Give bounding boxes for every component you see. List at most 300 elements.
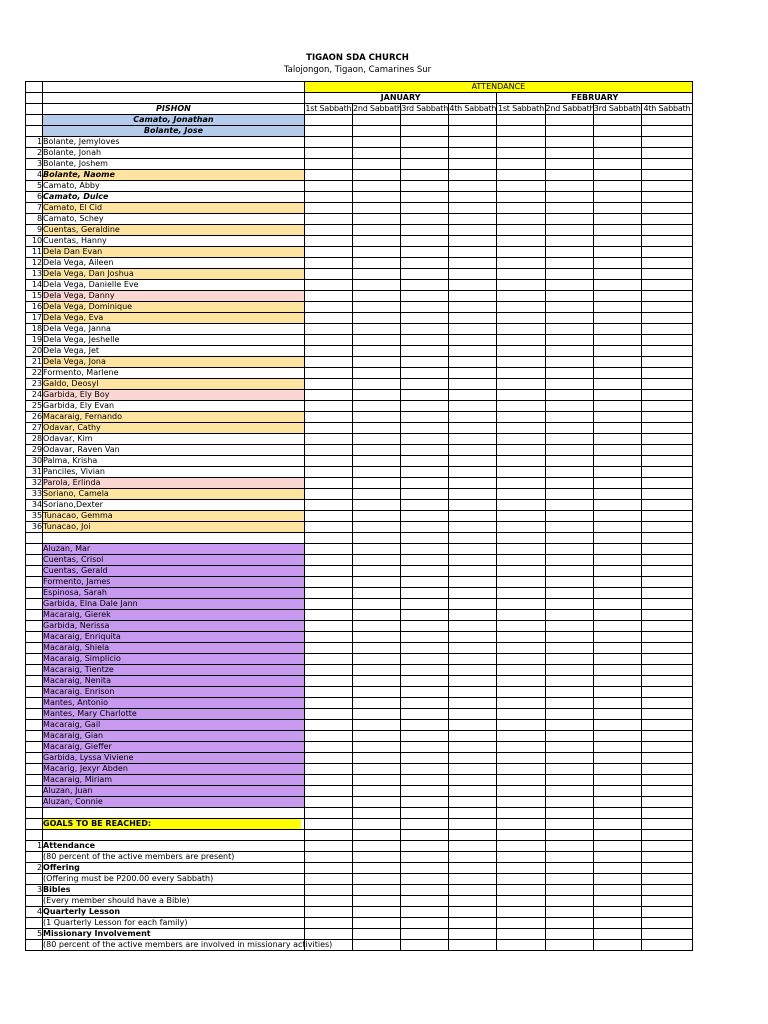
attendance-cell[interactable] [401, 830, 449, 841]
attendance-cell[interactable] [401, 170, 449, 181]
attendance-cell[interactable] [401, 456, 449, 467]
attendance-cell[interactable] [352, 819, 400, 830]
attendance-cell[interactable] [304, 390, 352, 401]
attendance-cell[interactable] [497, 181, 545, 192]
attendance-cell[interactable] [352, 753, 400, 764]
attendance-cell[interactable] [545, 434, 593, 445]
attendance-cell[interactable] [497, 896, 545, 907]
attendance-cell[interactable] [593, 115, 641, 126]
attendance-cell[interactable] [401, 621, 449, 632]
attendance-cell[interactable] [352, 885, 400, 896]
attendance-cell[interactable] [497, 291, 545, 302]
attendance-cell[interactable] [304, 214, 352, 225]
attendance-cell[interactable] [593, 137, 641, 148]
attendance-cell[interactable] [352, 159, 400, 170]
attendance-cell[interactable] [593, 742, 641, 753]
attendance-cell[interactable] [352, 599, 400, 610]
attendance-cell[interactable] [304, 654, 352, 665]
attendance-cell[interactable] [449, 500, 497, 511]
attendance-cell[interactable] [304, 742, 352, 753]
attendance-cell[interactable] [304, 522, 352, 533]
attendance-cell[interactable] [593, 852, 641, 863]
attendance-cell[interactable] [449, 676, 497, 687]
attendance-cell[interactable] [497, 511, 545, 522]
attendance-cell[interactable] [593, 335, 641, 346]
attendance-cell[interactable] [352, 709, 400, 720]
attendance-cell[interactable] [545, 269, 593, 280]
attendance-cell[interactable] [449, 599, 497, 610]
attendance-cell[interactable] [497, 500, 545, 511]
attendance-cell[interactable] [497, 423, 545, 434]
attendance-cell[interactable] [449, 555, 497, 566]
attendance-cell[interactable] [304, 148, 352, 159]
attendance-cell[interactable] [497, 918, 545, 929]
attendance-cell[interactable] [304, 786, 352, 797]
attendance-cell[interactable] [641, 379, 692, 390]
attendance-cell[interactable] [497, 720, 545, 731]
attendance-cell[interactable] [304, 621, 352, 632]
attendance-cell[interactable] [641, 346, 692, 357]
attendance-cell[interactable] [449, 863, 497, 874]
attendance-cell[interactable] [545, 401, 593, 412]
attendance-cell[interactable] [593, 896, 641, 907]
attendance-cell[interactable] [304, 885, 352, 896]
attendance-cell[interactable] [545, 379, 593, 390]
attendance-cell[interactable] [401, 588, 449, 599]
attendance-cell[interactable] [545, 335, 593, 346]
attendance-cell[interactable] [304, 500, 352, 511]
attendance-cell[interactable] [497, 467, 545, 478]
attendance-cell[interactable] [304, 533, 352, 544]
attendance-cell[interactable] [641, 643, 692, 654]
attendance-cell[interactable] [545, 368, 593, 379]
attendance-cell[interactable] [497, 170, 545, 181]
attendance-cell[interactable] [593, 907, 641, 918]
attendance-cell[interactable] [641, 544, 692, 555]
attendance-cell[interactable] [593, 786, 641, 797]
attendance-cell[interactable] [352, 137, 400, 148]
attendance-cell[interactable] [641, 918, 692, 929]
attendance-cell[interactable] [545, 291, 593, 302]
attendance-cell[interactable] [593, 478, 641, 489]
attendance-cell[interactable] [545, 841, 593, 852]
attendance-cell[interactable] [449, 610, 497, 621]
attendance-cell[interactable] [449, 335, 497, 346]
attendance-cell[interactable] [545, 874, 593, 885]
attendance-cell[interactable] [304, 324, 352, 335]
attendance-cell[interactable] [304, 555, 352, 566]
attendance-cell[interactable] [449, 874, 497, 885]
attendance-cell[interactable] [304, 753, 352, 764]
attendance-cell[interactable] [352, 181, 400, 192]
attendance-cell[interactable] [497, 797, 545, 808]
attendance-cell[interactable] [497, 401, 545, 412]
attendance-cell[interactable] [304, 258, 352, 269]
attendance-cell[interactable] [545, 676, 593, 687]
attendance-cell[interactable] [593, 401, 641, 412]
attendance-cell[interactable] [545, 654, 593, 665]
attendance-cell[interactable] [449, 412, 497, 423]
attendance-cell[interactable] [593, 489, 641, 500]
attendance-cell[interactable] [304, 852, 352, 863]
attendance-cell[interactable] [449, 808, 497, 819]
attendance-cell[interactable] [497, 621, 545, 632]
attendance-cell[interactable] [641, 324, 692, 335]
attendance-cell[interactable] [593, 577, 641, 588]
attendance-cell[interactable] [641, 247, 692, 258]
attendance-cell[interactable] [545, 698, 593, 709]
attendance-cell[interactable] [449, 720, 497, 731]
attendance-cell[interactable] [545, 940, 593, 951]
attendance-cell[interactable] [497, 346, 545, 357]
attendance-cell[interactable] [304, 434, 352, 445]
attendance-cell[interactable] [401, 401, 449, 412]
attendance-cell[interactable] [304, 137, 352, 148]
attendance-cell[interactable] [449, 841, 497, 852]
attendance-cell[interactable] [304, 830, 352, 841]
attendance-cell[interactable] [304, 511, 352, 522]
attendance-cell[interactable] [449, 368, 497, 379]
attendance-cell[interactable] [352, 940, 400, 951]
attendance-cell[interactable] [401, 918, 449, 929]
attendance-cell[interactable] [304, 544, 352, 555]
attendance-cell[interactable] [401, 676, 449, 687]
attendance-cell[interactable] [593, 874, 641, 885]
attendance-cell[interactable] [401, 445, 449, 456]
attendance-cell[interactable] [497, 874, 545, 885]
attendance-cell[interactable] [545, 511, 593, 522]
attendance-cell[interactable] [401, 148, 449, 159]
attendance-cell[interactable] [641, 423, 692, 434]
attendance-cell[interactable] [497, 676, 545, 687]
attendance-cell[interactable] [401, 929, 449, 940]
attendance-cell[interactable] [449, 357, 497, 368]
attendance-cell[interactable] [401, 764, 449, 775]
attendance-cell[interactable] [545, 863, 593, 874]
attendance-cell[interactable] [352, 192, 400, 203]
attendance-cell[interactable] [304, 368, 352, 379]
attendance-cell[interactable] [304, 280, 352, 291]
attendance-cell[interactable] [352, 379, 400, 390]
attendance-cell[interactable] [352, 687, 400, 698]
attendance-cell[interactable] [304, 170, 352, 181]
attendance-cell[interactable] [641, 632, 692, 643]
attendance-cell[interactable] [641, 368, 692, 379]
attendance-cell[interactable] [304, 698, 352, 709]
attendance-cell[interactable] [401, 379, 449, 390]
attendance-cell[interactable] [449, 643, 497, 654]
attendance-cell[interactable] [641, 720, 692, 731]
attendance-cell[interactable] [401, 302, 449, 313]
attendance-cell[interactable] [352, 357, 400, 368]
attendance-cell[interactable] [449, 170, 497, 181]
attendance-cell[interactable] [545, 555, 593, 566]
attendance-cell[interactable] [497, 610, 545, 621]
attendance-cell[interactable] [497, 225, 545, 236]
attendance-cell[interactable] [352, 764, 400, 775]
attendance-cell[interactable] [401, 225, 449, 236]
attendance-cell[interactable] [593, 346, 641, 357]
attendance-cell[interactable] [352, 467, 400, 478]
attendance-cell[interactable] [304, 874, 352, 885]
attendance-cell[interactable] [304, 478, 352, 489]
attendance-cell[interactable] [304, 907, 352, 918]
attendance-cell[interactable] [304, 687, 352, 698]
attendance-cell[interactable] [497, 940, 545, 951]
attendance-cell[interactable] [352, 269, 400, 280]
attendance-cell[interactable] [641, 434, 692, 445]
attendance-cell[interactable] [497, 379, 545, 390]
attendance-cell[interactable] [449, 522, 497, 533]
attendance-cell[interactable] [545, 786, 593, 797]
attendance-cell[interactable] [304, 731, 352, 742]
attendance-cell[interactable] [545, 214, 593, 225]
attendance-cell[interactable] [593, 390, 641, 401]
attendance-cell[interactable] [497, 269, 545, 280]
attendance-cell[interactable] [304, 599, 352, 610]
attendance-cell[interactable] [497, 313, 545, 324]
attendance-cell[interactable] [352, 533, 400, 544]
attendance-cell[interactable] [304, 918, 352, 929]
attendance-cell[interactable] [401, 181, 449, 192]
attendance-cell[interactable] [641, 599, 692, 610]
attendance-cell[interactable] [401, 599, 449, 610]
attendance-cell[interactable] [401, 489, 449, 500]
attendance-cell[interactable] [497, 544, 545, 555]
attendance-cell[interactable] [497, 885, 545, 896]
attendance-cell[interactable] [304, 126, 352, 137]
attendance-cell[interactable] [545, 610, 593, 621]
attendance-cell[interactable] [593, 918, 641, 929]
attendance-cell[interactable] [545, 797, 593, 808]
attendance-cell[interactable] [449, 797, 497, 808]
attendance-cell[interactable] [304, 412, 352, 423]
attendance-cell[interactable] [641, 412, 692, 423]
attendance-cell[interactable] [304, 192, 352, 203]
attendance-cell[interactable] [304, 236, 352, 247]
attendance-cell[interactable] [593, 203, 641, 214]
attendance-cell[interactable] [497, 335, 545, 346]
attendance-cell[interactable] [641, 148, 692, 159]
attendance-cell[interactable] [352, 236, 400, 247]
attendance-cell[interactable] [449, 467, 497, 478]
attendance-cell[interactable] [593, 456, 641, 467]
attendance-cell[interactable] [449, 181, 497, 192]
attendance-cell[interactable] [593, 720, 641, 731]
attendance-cell[interactable] [449, 456, 497, 467]
attendance-cell[interactable] [641, 280, 692, 291]
attendance-cell[interactable] [545, 423, 593, 434]
attendance-cell[interactable] [641, 819, 692, 830]
attendance-cell[interactable] [593, 445, 641, 456]
attendance-cell[interactable] [497, 533, 545, 544]
attendance-cell[interactable] [401, 192, 449, 203]
attendance-cell[interactable] [497, 577, 545, 588]
attendance-cell[interactable] [449, 698, 497, 709]
attendance-cell[interactable] [545, 390, 593, 401]
attendance-cell[interactable] [352, 775, 400, 786]
attendance-cell[interactable] [497, 126, 545, 137]
attendance-cell[interactable] [352, 643, 400, 654]
attendance-cell[interactable] [593, 313, 641, 324]
attendance-cell[interactable] [545, 929, 593, 940]
attendance-cell[interactable] [449, 192, 497, 203]
attendance-cell[interactable] [545, 577, 593, 588]
attendance-cell[interactable] [401, 335, 449, 346]
attendance-cell[interactable] [593, 929, 641, 940]
attendance-cell[interactable] [641, 929, 692, 940]
attendance-cell[interactable] [449, 203, 497, 214]
attendance-cell[interactable] [497, 478, 545, 489]
attendance-cell[interactable] [304, 225, 352, 236]
attendance-cell[interactable] [497, 324, 545, 335]
attendance-cell[interactable] [449, 379, 497, 390]
attendance-cell[interactable] [593, 566, 641, 577]
attendance-cell[interactable] [401, 291, 449, 302]
attendance-cell[interactable] [449, 423, 497, 434]
attendance-cell[interactable] [593, 423, 641, 434]
attendance-cell[interactable] [449, 654, 497, 665]
attendance-cell[interactable] [352, 907, 400, 918]
attendance-cell[interactable] [401, 753, 449, 764]
attendance-cell[interactable] [401, 643, 449, 654]
attendance-cell[interactable] [545, 181, 593, 192]
attendance-cell[interactable] [497, 357, 545, 368]
attendance-cell[interactable] [545, 709, 593, 720]
attendance-cell[interactable] [304, 566, 352, 577]
attendance-cell[interactable] [641, 742, 692, 753]
attendance-cell[interactable] [497, 247, 545, 258]
attendance-cell[interactable] [401, 390, 449, 401]
attendance-cell[interactable] [401, 709, 449, 720]
attendance-cell[interactable] [352, 203, 400, 214]
attendance-cell[interactable] [449, 896, 497, 907]
attendance-cell[interactable] [641, 302, 692, 313]
attendance-cell[interactable] [449, 665, 497, 676]
attendance-cell[interactable] [593, 841, 641, 852]
attendance-cell[interactable] [641, 170, 692, 181]
attendance-cell[interactable] [641, 577, 692, 588]
attendance-cell[interactable] [401, 896, 449, 907]
attendance-cell[interactable] [497, 489, 545, 500]
attendance-cell[interactable] [401, 720, 449, 731]
attendance-cell[interactable] [641, 753, 692, 764]
attendance-cell[interactable] [593, 885, 641, 896]
attendance-cell[interactable] [497, 665, 545, 676]
attendance-cell[interactable] [593, 434, 641, 445]
attendance-cell[interactable] [352, 258, 400, 269]
attendance-cell[interactable] [641, 687, 692, 698]
attendance-cell[interactable] [401, 698, 449, 709]
attendance-cell[interactable] [641, 874, 692, 885]
attendance-cell[interactable] [545, 225, 593, 236]
attendance-cell[interactable] [593, 632, 641, 643]
attendance-cell[interactable] [497, 280, 545, 291]
attendance-cell[interactable] [449, 621, 497, 632]
attendance-cell[interactable] [641, 665, 692, 676]
attendance-cell[interactable] [401, 874, 449, 885]
attendance-cell[interactable] [641, 522, 692, 533]
attendance-cell[interactable] [352, 225, 400, 236]
attendance-cell[interactable] [641, 841, 692, 852]
attendance-cell[interactable] [352, 170, 400, 181]
attendance-cell[interactable] [545, 357, 593, 368]
attendance-cell[interactable] [401, 324, 449, 335]
attendance-cell[interactable] [545, 907, 593, 918]
attendance-cell[interactable] [304, 577, 352, 588]
attendance-cell[interactable] [641, 896, 692, 907]
attendance-cell[interactable] [352, 588, 400, 599]
attendance-cell[interactable] [593, 357, 641, 368]
attendance-cell[interactable] [401, 357, 449, 368]
attendance-cell[interactable] [304, 302, 352, 313]
attendance-cell[interactable] [593, 610, 641, 621]
attendance-cell[interactable] [401, 654, 449, 665]
attendance-cell[interactable] [641, 467, 692, 478]
attendance-cell[interactable] [593, 258, 641, 269]
attendance-cell[interactable] [497, 808, 545, 819]
attendance-cell[interactable] [641, 203, 692, 214]
attendance-cell[interactable] [401, 126, 449, 137]
attendance-cell[interactable] [593, 368, 641, 379]
attendance-cell[interactable] [545, 819, 593, 830]
attendance-cell[interactable] [352, 390, 400, 401]
attendance-cell[interactable] [497, 445, 545, 456]
attendance-cell[interactable] [401, 940, 449, 951]
attendance-cell[interactable] [545, 731, 593, 742]
attendance-cell[interactable] [545, 753, 593, 764]
attendance-cell[interactable] [497, 742, 545, 753]
attendance-cell[interactable] [352, 698, 400, 709]
attendance-cell[interactable] [449, 489, 497, 500]
attendance-cell[interactable] [593, 676, 641, 687]
attendance-cell[interactable] [401, 511, 449, 522]
attendance-cell[interactable] [545, 632, 593, 643]
attendance-cell[interactable] [593, 269, 641, 280]
attendance-cell[interactable] [641, 654, 692, 665]
attendance-cell[interactable] [449, 313, 497, 324]
attendance-cell[interactable] [593, 709, 641, 720]
attendance-cell[interactable] [304, 929, 352, 940]
attendance-cell[interactable] [593, 808, 641, 819]
attendance-cell[interactable] [401, 533, 449, 544]
attendance-cell[interactable] [352, 500, 400, 511]
attendance-cell[interactable] [352, 247, 400, 258]
attendance-cell[interactable] [641, 181, 692, 192]
attendance-cell[interactable] [352, 918, 400, 929]
attendance-cell[interactable] [545, 192, 593, 203]
attendance-cell[interactable] [593, 544, 641, 555]
attendance-cell[interactable] [352, 852, 400, 863]
attendance-cell[interactable] [449, 940, 497, 951]
attendance-cell[interactable] [449, 566, 497, 577]
attendance-cell[interactable] [593, 247, 641, 258]
attendance-cell[interactable] [497, 709, 545, 720]
attendance-cell[interactable] [304, 841, 352, 852]
attendance-cell[interactable] [641, 852, 692, 863]
attendance-cell[interactable] [641, 621, 692, 632]
attendance-cell[interactable] [401, 544, 449, 555]
attendance-cell[interactable] [304, 335, 352, 346]
attendance-cell[interactable] [352, 830, 400, 841]
attendance-cell[interactable] [545, 258, 593, 269]
attendance-cell[interactable] [449, 544, 497, 555]
attendance-cell[interactable] [304, 291, 352, 302]
attendance-cell[interactable] [641, 830, 692, 841]
attendance-cell[interactable] [545, 643, 593, 654]
attendance-cell[interactable] [545, 324, 593, 335]
attendance-cell[interactable] [304, 588, 352, 599]
